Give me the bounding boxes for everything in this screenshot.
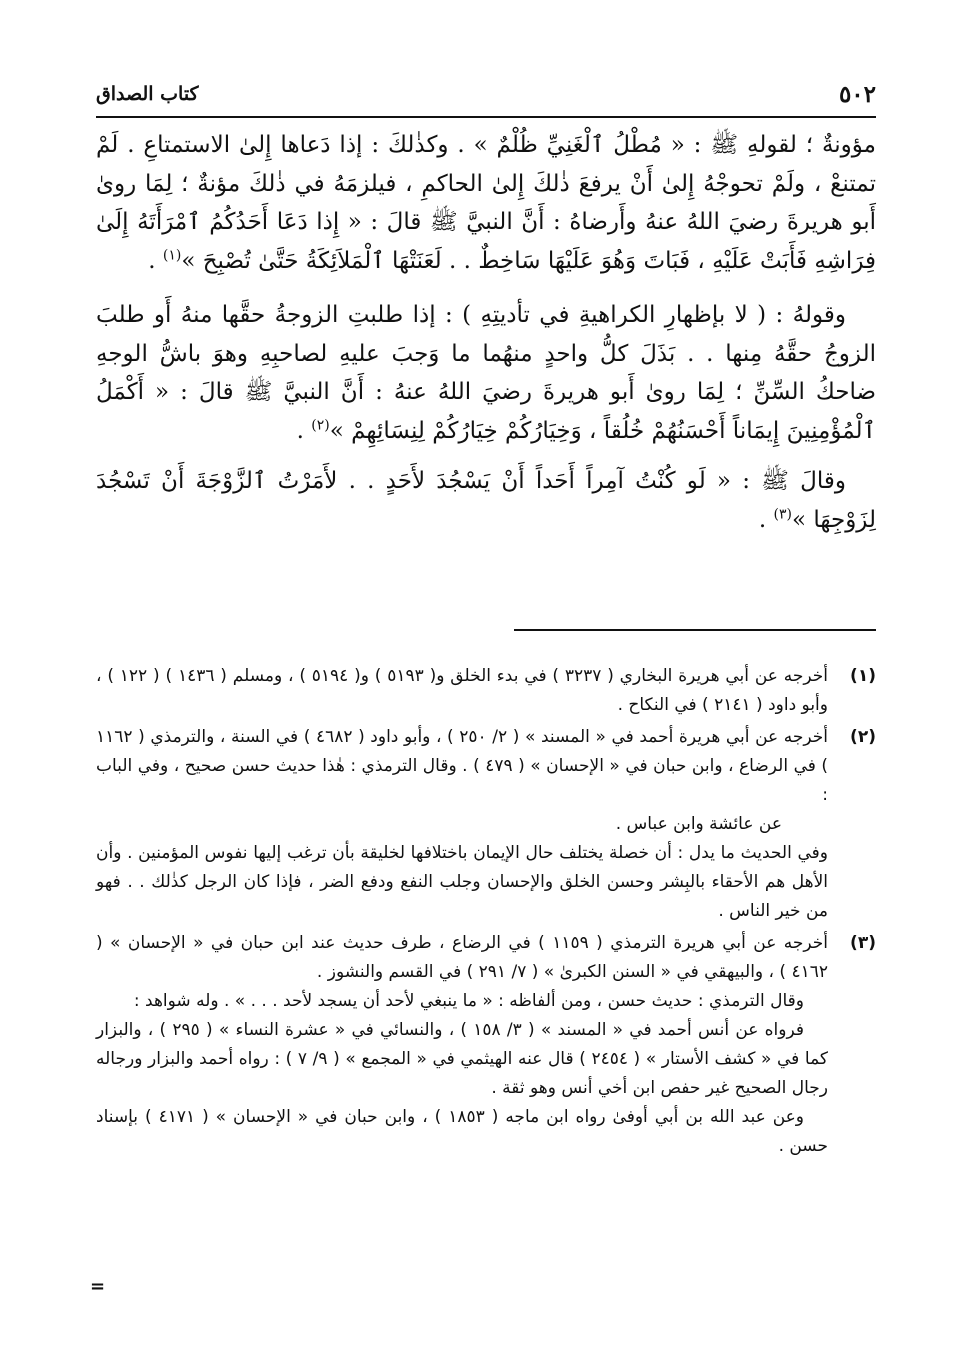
paragraph-1-text: مؤونةٌ ؛ لقولهِ ﷺ : « مُطْلُ ٱلْغَنِيِّ ظُلْمٌ » . وكذٰلكَ : إذا دَعاها إِلىٰ الاستمتاعِ . لَمْ تمتنعْ ، ولَمْ تحوجْهُ إِلىٰ أَنْ يرفعَ ذٰلكَ إِلىٰ الحاكمِ ، فيلزمَهُ في ذٰلكَ مؤنةٌ ؛ لِمَا روىٰ أَبو هريرةَ رضيَ اللهُ عنهُ وأَرضاهُ : أَنَّ النبيَّ ﷺ قالَ : « إِذا دَعَا أَحَدُكُمُ ٱمْرَأَتَهُ إِلَىٰ فِرَاشِهِ فَأَبَتْ عَلَيْهِ ، فَبَاتَ وَهُوَ عَلَيْهَا سَاخِطٌ . . لَعَنَتْهَا ٱلْمَلاَئِكَةُ حَتَّىٰ تُصْبِحَ » (96, 132, 876, 274)
footnote-body (96, 723, 828, 926)
footnote-divider (514, 629, 876, 631)
footnote-number: (٢) (850, 727, 876, 747)
footnote-line: وفي الحديث ما يدل : أن خصلة يختلف حال الإيمان باختلافها لخليقة بأن ترغب إليها نفوس المؤمنين . وأن الأهل هم الأحقاء بالبِشر وحسن الخلق والإحسان وجلب النفع ودفع الضر ، فإذا كان الرجل كذٰلك . . فهو من خير الناس . (96, 843, 828, 921)
footnote-2 (96, 723, 876, 926)
paragraph-2 (96, 296, 876, 450)
page-number: ٥٠٢ (838, 80, 876, 108)
paragraph-3-text: وقالَ ﷺ : « لَو كُنْتُ آمِراً أَحَداً أَنْ يَسْجُدَ لأَحَدٍ . . لأَمَرْتُ ٱلزَّوْجَةَ أَنْ تَسْجُدَ لِزَوْجِهَا » (96, 468, 876, 533)
running-header (96, 76, 876, 112)
paragraph-2-end: . (296, 417, 312, 444)
paragraph-2-text: وقولهُ : ( لا بإظهارِ الكراهيةِ في تأديتِهِ ) : إذا طلبتِ الزوجةُ حقَّها منهُ أَو طلبَ الزوجُ حقَّهُ مِنها . . بَذَلَ كلُّ واحدٍ منهُما ما وَجبَ عليهِ لصاحبِهِ وهوَ باشُّ الوجهِ ضاحكُ السِّنِّ ؛ لِمَا روىٰ أَبو هريرةَ رضيَ اللهُ عنهُ : أَنَّ النبيَّ ﷺ قالَ : « أَكْمَلُ ٱلْمُؤْمِنِينَ إِيمَاناً أَحْسَنُهُمْ خُلُقاً ، وَخِيَارُكُمْ خِيَارُكُمْ لِنِسَائِهِمْ » (96, 302, 876, 444)
footnote-line: أخرجه عن أبي هريرة البخاري ( ٣٢٣٧ ) في بدء الخلق و( ٥١٩٣ ) و( ٥١٩٤ ) ، ومسلم ( ١٤٣٦ ) ( ١٢٢ ) ، وأبو داود ( ٢١٤١ ) في النكاح . (96, 666, 828, 715)
paragraph-1-end: . (148, 247, 163, 274)
footnote-ref-2[interactable]: (٢) (311, 416, 330, 433)
footnote-body (96, 929, 828, 1161)
footnote-line: فرواه عن أنس أحمد في « المسند » ( ٣/ ١٥٨ ) ، والنسائي في « عشرة النساء » ( ٢٩٥ ) ، والبزار كما في « كشف الأستار » ( ٢٤٥٤ ) قال عنه الهيثمي في « المجمع » ( ٩/ ٧ ) : رواه أحمد والبزار ورجاله رجال الصحيح غير حفص ابن أخي أنس وهو ثقة . (96, 1020, 828, 1098)
footnote-1 (96, 662, 876, 720)
footnote-body (96, 662, 828, 720)
header-divider (96, 116, 876, 118)
footnote-ref-1[interactable]: (١) (162, 246, 182, 263)
paragraph-3 (96, 462, 876, 539)
paragraph-1 (96, 126, 876, 280)
footnote-3 (96, 929, 876, 1161)
footnote-number: (٣) (850, 933, 876, 953)
footnote-line: أخرجه عن أبي هريرة أحمد في « المسند » ( ٢/ ٢٥٠ ) ، وأبو داود ( ٤٦٨٢ ) في السنة ، والترمذي ( ١١٦٢ ) في الرضاع ، وابن حبان في « الإحسان » ( ٤٧٩ ) . وقال الترمذي : هٰذا حديث حسن صحيح ، وفي الباب : (96, 727, 829, 805)
continuation-mark: = (90, 1276, 106, 1297)
footnote-number: (١) (850, 666, 876, 686)
footnote-line: وقال الترمذي : حديث حسن ، ومن ألفاظه : « ما ينبغي لأحد أن يسجد لأحد . . . » . وله شواهد : (133, 991, 804, 1011)
book-title: كتاب الصداق (96, 83, 199, 105)
main-text (96, 126, 876, 551)
footnote-line: وعن عبد الله بن أبي أوفىٰ رواه ابن ماجه ( ١٨٥٣ ) ، وابن حبان في « الإحسان » ( ٤١٧١ ) بإسناد حسن . (96, 1107, 828, 1156)
footnote-line: أخرجه عن أبي هريرة الترمذي ( ١١٥٩ ) في الرضاع ، طرف حديث عند ابن حبان في « الإحسان » ( ٤١٦٢ ) ، والبيهقي في « السنن الكبرىٰ » ( ٧/ ٢٩١ ) في القسم والنشوز . (96, 933, 828, 982)
paragraph-3-end: . (758, 506, 774, 533)
footnote-line: عن عائشة وابن عباس . (615, 814, 782, 834)
footnote-ref-3[interactable]: (٣) (773, 505, 792, 522)
footnotes (96, 662, 876, 1164)
